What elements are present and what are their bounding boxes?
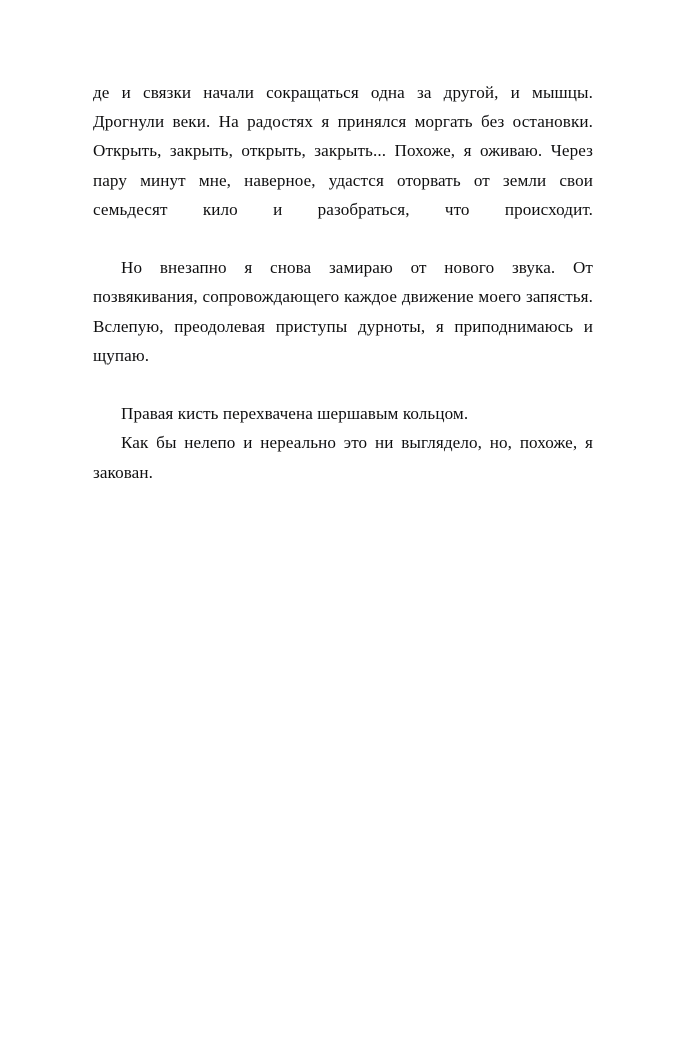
paragraph: Правая кисть перехвачена шершавым кольцом. — [121, 404, 469, 424]
paragraph: Как бы нелепо и нереально это ни выглядело, но, похоже, я закован. — [93, 433, 593, 482]
paragraph: де и связки начали сокращаться одна за другой, и мышцы. Дрогнули веки. На радостях я принялся моргать без остановки. Открыть, закрыть, открыть, закрыть... Похоже, я оживаю. Через пару минут мне, наверное, удастся оторвать от земли свои семьдесят кило и разобраться, что происходит. — [93, 83, 593, 219]
body-text-column — [93, 78, 593, 516]
paragraph: Но внезапно я снова замираю от нового звука. От позвякивания, сопровождающего каждое движение моего запястья. Вслепую, преодолевая приступы дурноты, я приподнимаюсь и щупаю. — [93, 258, 593, 365]
